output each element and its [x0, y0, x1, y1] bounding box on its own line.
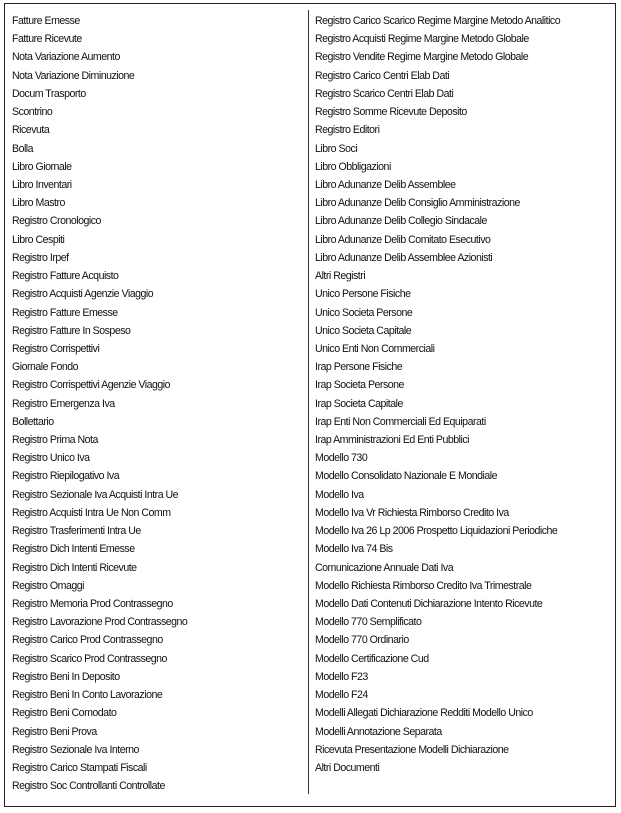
document-type-item: Libro Soci [315, 142, 358, 155]
column-divider [308, 10, 309, 794]
document-type-item: Registro Omaggi [12, 579, 84, 592]
right-column-list [315, 12, 613, 777]
document-type-item: Modello 770 Ordinario [315, 634, 409, 647]
document-type-item: Registro Editori [315, 124, 380, 137]
document-type-item: Registro Acquisti Agenzie Viaggio [12, 288, 154, 301]
document-type-item: Unico Persone Fisiche [315, 288, 411, 301]
document-type-item: Registro Riepilogativo Iva [12, 470, 120, 483]
document-type-item: Modelli Allegati Dichiarazione Redditi Modello Unico [315, 707, 533, 720]
document-type-item: Registro Beni Comodato [12, 707, 117, 720]
document-type-item: Registro Fatture In Sospeso [12, 324, 131, 337]
document-type-item: Registro Sezionale Iva Acquisti Intra Ue [12, 488, 179, 501]
document-type-item: Registro Fatture Emesse [12, 306, 118, 319]
document-type-item: Registro Somme Ricevute Deposito [315, 106, 467, 119]
document-type-item: Modelli Annotazione Separata [315, 725, 442, 738]
document-type-item: Modello 770 Semplificato [315, 616, 422, 629]
document-type-item: Modello 730 [315, 452, 368, 465]
document-type-item: Fatture Emesse [12, 15, 80, 27]
document-type-item: Registro Memoria Prod Contrassegno [12, 598, 173, 610]
document-type-item: Unico Societa Persone [315, 306, 413, 319]
document-type-item: Registro Sezionale Iva Interno [12, 743, 139, 756]
document-type-item: Irap Societa Persone [315, 379, 404, 392]
document-type-item: Registro Prima Nota [12, 434, 98, 447]
document-type-item: Modello Certificazione Cud [315, 652, 429, 665]
document-type-item: Libro Adunanze Delib Consiglio Amministrazione [315, 197, 520, 210]
document-type-item: Unico Enti Non Commerciali [315, 342, 435, 355]
document-type-item: Modello Iva 26 Lp 2006 Prospetto Liquidazioni Periodiche [315, 525, 558, 538]
document-type-item: Modello Dati Contenuti Dichiarazione Intento Ricevute [315, 598, 543, 610]
document-type-item: Registro Irpef [12, 251, 69, 264]
document-type-item: Ricevuta Presentazione Modelli Dichiarazione [315, 743, 509, 756]
document-type-item: Libro Mastro [12, 197, 65, 210]
document-type-item: Registro Corrispettivi Agenzie Viaggio [12, 379, 171, 392]
document-type-item: Libro Adunanze Delib Comitato Esecutivo [315, 233, 491, 246]
document-type-item: Modello F24 [315, 689, 368, 702]
document-type-item: Registro Carico Centri Elab Dati [315, 69, 450, 82]
document-type-item: Irap Persone Fisiche [315, 361, 403, 374]
document-type-item: Giornale Fondo [12, 361, 79, 374]
document-type-item: Registro Dich Intenti Emesse [12, 543, 135, 556]
document-type-item: Registro Dich Intenti Ricevute [12, 561, 137, 574]
document-type-item: Bolla [12, 142, 34, 155]
document-type-item: Irap Amministrazioni Ed Enti Pubblici [315, 434, 470, 447]
document-type-item: Registro Carico Scarico Regime Margine Metodo Analitico [315, 15, 561, 27]
document-type-item: Registro Beni In Conto Lavorazione [12, 689, 163, 702]
document-type-item: Registro Unico Iva [12, 452, 90, 465]
document-type-item: Libro Giornale [12, 160, 72, 173]
document-type-item: Ricevuta [12, 124, 50, 137]
document-type-item: Libro Inventari [12, 178, 72, 191]
document-type-item: Registro Soc Controllanti Controllate [12, 780, 165, 793]
document-type-item: Registro Scarico Centri Elab Dati [315, 87, 454, 100]
document-type-item: Registro Beni In Deposito [12, 670, 120, 683]
document-type-item: Altri Documenti [315, 761, 380, 774]
document-type-item: Comunicazione Annuale Dati Iva [315, 561, 454, 574]
document-type-item: Libro Adunanze Delib Assemblee [315, 178, 456, 191]
document-type-item: Libro Cespiti [12, 233, 65, 246]
document-type-item: Modello F23 [315, 670, 368, 683]
document-type-item: Irap Enti Non Commerciali Ed Equiparati [315, 415, 486, 428]
document-type-item: Irap Societa Capitale [315, 397, 403, 410]
document-type-item: Registro Corrispettivi [12, 342, 100, 355]
document-type-item: Unico Societa Capitale [315, 324, 412, 337]
document-type-item: Libro Obbligazioni [315, 160, 391, 173]
document-type-item: Nota Variazione Aumento [12, 51, 120, 64]
document-type-item: Bollettario [12, 415, 54, 428]
document-type-item: Fatture Ricevute [12, 33, 82, 46]
document-type-item: Registro Lavorazione Prod Contrassegno [12, 616, 188, 629]
left-column-list [12, 12, 304, 795]
document-type-item: Modello Iva [315, 488, 364, 501]
document-type-item: Modello Richiesta Rimborso Credito Iva Trimestrale [315, 579, 532, 592]
document-type-item: Scontrino [12, 106, 53, 119]
document-type-item: Registro Emergenza Iva [12, 397, 115, 410]
document-type-item: Registro Scarico Prod Contrassegno [12, 652, 167, 665]
document-type-item: Nota Variazione Diminuzione [12, 69, 135, 82]
document-type-item: Altri Registri [315, 270, 366, 283]
document-type-item: Modello Iva Vr Richiesta Rimborso Credito Iva [315, 506, 509, 519]
document-type-item: Libro Adunanze Delib Collegio Sindacale [315, 215, 487, 228]
document-type-item: Modello Iva 74 Bis [315, 543, 393, 556]
document-type-item: Registro Carico Prod Contrassegno [12, 634, 163, 647]
document-type-item: Modello Consolidato Nazionale E Mondiale [315, 470, 497, 483]
document-type-item: Registro Vendite Regime Margine Metodo Globale [315, 51, 529, 64]
document-type-item: Registro Carico Stampati Fiscali [12, 761, 147, 774]
document-type-item: Registro Trasferimenti Intra Ue [12, 525, 141, 538]
document-type-item: Registro Acquisti Intra Ue Non Comm [12, 506, 171, 519]
document-type-item: Docum Trasporto [12, 87, 86, 100]
document-type-item: Libro Adunanze Delib Assemblee Azionisti [315, 251, 493, 264]
document-type-item: Registro Fatture Acquisto [12, 270, 119, 283]
document-type-item: Registro Acquisti Regime Margine Metodo Globale [315, 33, 529, 46]
document-type-item: Registro Beni Prova [12, 725, 97, 738]
document-type-item: Registro Cronologico [12, 215, 101, 228]
